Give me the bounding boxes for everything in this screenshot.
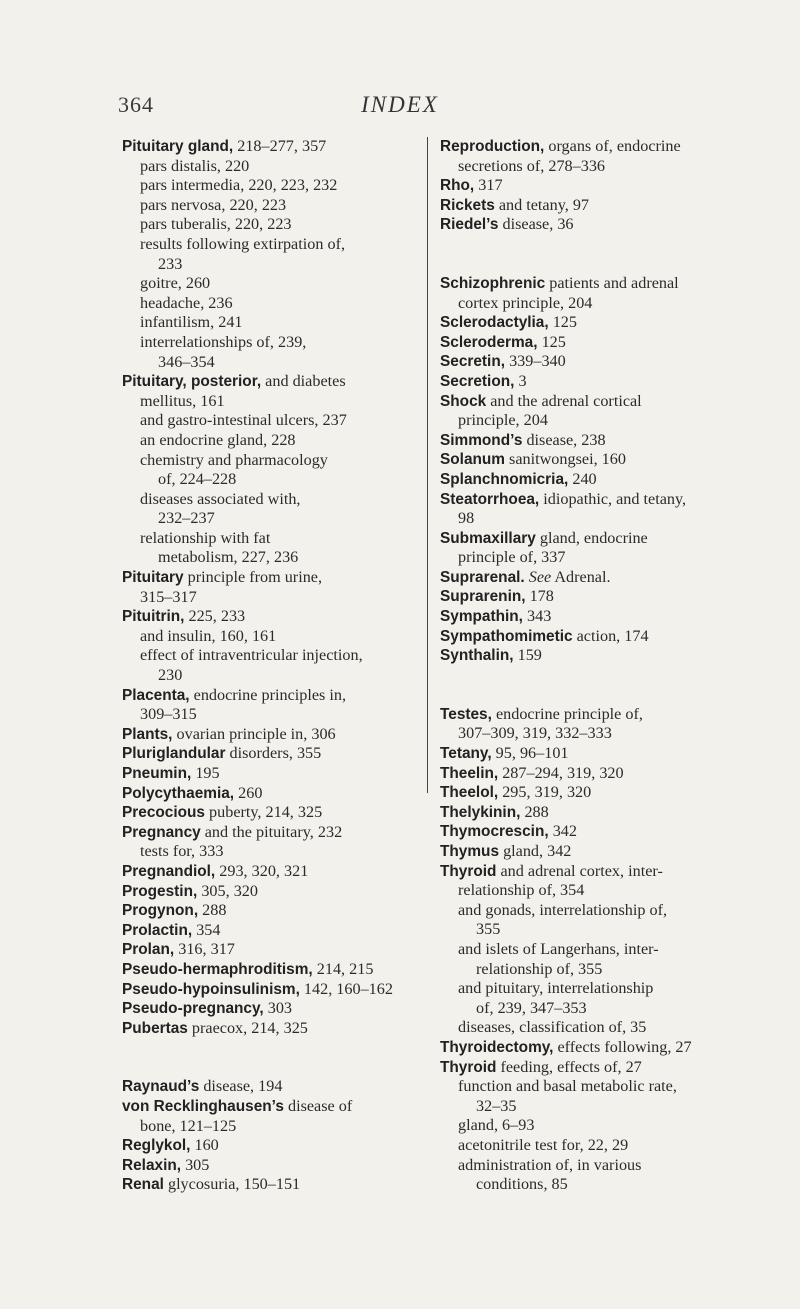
index-subentry — [122, 529, 405, 568]
index-subentry — [440, 901, 730, 940]
entry-text: 125 — [548, 313, 577, 332]
entry-text: 288 — [198, 901, 227, 920]
entry-heading: Plants, — [122, 725, 173, 743]
entry-continuation: bone, 121–125 — [140, 1116, 237, 1135]
entry-heading: Pseudo-hypoinsulinism, — [122, 980, 300, 998]
entry-heading: Relaxin, — [122, 1156, 182, 1174]
subentry-text: results following extirpation of, — [140, 234, 346, 253]
entry-heading: Pituitrin, — [122, 608, 185, 626]
entry-continuation: of, 239, 347–353 — [476, 998, 587, 1017]
index-entry — [122, 940, 405, 960]
entry-heading: Riedel’s — [440, 216, 499, 234]
entry-heading: Pseudo-hermaphroditism, — [122, 960, 313, 978]
subentry-text: pars distalis, 220 — [140, 156, 250, 175]
entry-text: 287–294, 319, 320 — [498, 763, 624, 782]
entry-text: 225, 233 — [184, 607, 246, 626]
entry-text: 354 — [192, 920, 221, 939]
index-subentry — [440, 1018, 730, 1038]
entry-continuation: 346–354 — [158, 352, 215, 371]
index-entry — [440, 744, 730, 764]
index-subentry — [122, 333, 405, 372]
index-entry — [122, 862, 405, 882]
index-subentry — [122, 235, 405, 274]
index-subentry — [440, 979, 730, 1018]
index-entry — [122, 901, 405, 921]
index-subentry — [122, 646, 405, 685]
index-subentry — [122, 196, 405, 216]
entry-text: idiopathic, and tetany, — [539, 489, 687, 508]
subentry-text: interrelationships of, 239, — [140, 332, 307, 351]
index-entry — [122, 1097, 405, 1136]
entry-heading: Thyroid — [440, 1058, 497, 1076]
index-entry — [440, 1058, 730, 1078]
index-entry — [440, 705, 730, 744]
subentry-text: diseases associated with, — [140, 489, 301, 508]
index-entry — [440, 333, 730, 353]
index-entry — [122, 999, 405, 1019]
entry-continuation: principle of, 337 — [458, 548, 566, 567]
entry-heading: Progynon, — [122, 902, 199, 920]
index-entry — [122, 372, 405, 411]
entry-heading: Sclerodactylia, — [440, 314, 549, 332]
entry-heading: Thelykinin, — [440, 803, 521, 821]
index-subentry — [122, 411, 405, 431]
entry-heading: Pituitary — [122, 569, 184, 587]
entry-text: and diabetes — [261, 372, 346, 391]
subentry-text: and islets of Langerhans, inter- — [458, 939, 659, 958]
entry-text: 339–340 — [505, 352, 566, 371]
index-entry — [440, 490, 730, 529]
entry-continuation: principle, 204 — [458, 411, 548, 430]
entry-text: feeding, effects of, 27 — [496, 1057, 642, 1076]
entry-heading: Rickets — [440, 196, 495, 214]
entry-heading: Theelin, — [440, 764, 499, 782]
subentry-text: function and basal metabolic rate, — [458, 1077, 677, 1096]
entry-heading: Pituitary, posterior, — [122, 373, 262, 391]
index-entry — [440, 137, 730, 176]
entry-text: and the adrenal cortical — [486, 391, 642, 410]
section-gap — [122, 1038, 405, 1077]
entry-text: puberty, 214, 325 — [204, 803, 323, 822]
index-entry — [440, 568, 730, 588]
entry-heading: Pubertas — [122, 1019, 188, 1037]
index-subentry — [440, 940, 730, 979]
index-subentry — [122, 176, 405, 196]
entry-text: 260 — [234, 783, 263, 802]
entry-heading: Sympathomimetic — [440, 627, 573, 645]
subentry-text: diseases, classification of, 35 — [458, 1018, 647, 1037]
entry-text: organs of, endocrine — [544, 137, 681, 155]
entry-continuation: 307–309, 319, 332–333 — [458, 724, 612, 743]
entry-text: 159 — [513, 646, 542, 665]
subentry-text: pars intermedia, 220, 223, 232 — [140, 176, 338, 195]
entry-heading: Placenta, — [122, 686, 190, 704]
index-entry — [122, 980, 405, 1000]
subentry-text: gland, 6–93 — [458, 1116, 535, 1135]
index-entry — [122, 568, 405, 607]
entry-text: 305, 320 — [197, 881, 258, 900]
index-entry — [440, 313, 730, 333]
page-number: 364 — [118, 92, 154, 117]
entry-heading: Pluriglandular — [122, 745, 226, 763]
entry-text: 317 — [474, 176, 503, 195]
index-subentry — [122, 627, 405, 647]
entry-continuation: secretions of, 278–336 — [458, 156, 606, 175]
subentry-text: and pituitary, interrelationship — [458, 979, 654, 998]
entry-heading: Theelol, — [440, 784, 499, 802]
entry-continuation: 233 — [158, 254, 183, 273]
index-entry — [122, 607, 405, 627]
entry-text: 178 — [525, 587, 554, 606]
entry-text: 288 — [520, 802, 549, 821]
index-subentry — [122, 451, 405, 490]
entry-text: 214, 215 — [312, 959, 374, 978]
entry-heading: Progestin, — [122, 882, 198, 900]
running-head: INDEX — [361, 92, 439, 117]
entry-heading: Prolactin, — [122, 921, 193, 939]
index-entry — [440, 764, 730, 784]
index-entry — [440, 372, 730, 392]
entry-text: disease, 238 — [522, 430, 606, 449]
entry-text: sanitwongsei, 160 — [505, 450, 626, 469]
subentry-text: and gonads, interrelationship of, — [458, 900, 668, 919]
index-entry — [122, 725, 405, 745]
entry-text: 316, 317 — [174, 940, 235, 959]
entry-heading: Suprarenin, — [440, 588, 526, 606]
index-entry — [440, 1038, 730, 1058]
entry-heading: Pseudo-pregnancy, — [122, 1000, 264, 1018]
entry-continuation: 32–35 — [476, 1096, 517, 1115]
entry-heading: Precocious — [122, 804, 205, 822]
entry-text: disease, 36 — [498, 215, 574, 234]
see-reference: See — [528, 567, 552, 586]
index-entry — [440, 392, 730, 431]
index-subentry — [440, 1156, 730, 1195]
index-column-right — [427, 137, 730, 1194]
entry-text: 343 — [522, 607, 552, 626]
entry-text: patients and adrenal — [545, 273, 679, 292]
subentry-text: chemistry and pharmacology — [140, 450, 328, 469]
index-entry — [440, 450, 730, 470]
entry-heading: Suprarenal. — [440, 568, 525, 586]
index-subentry — [122, 842, 405, 862]
entry-heading: Synthalin, — [440, 647, 514, 665]
index-entry — [122, 1136, 405, 1156]
entry-heading: Solanum — [440, 451, 505, 469]
subentry-text: pars nervosa, 220, 223 — [140, 195, 287, 214]
index-subentry — [122, 490, 405, 529]
entry-heading: Testes, — [440, 705, 492, 723]
entry-text: disorders, 355 — [225, 744, 322, 763]
entry-text: action, 174 — [572, 626, 649, 645]
entry-continuation: 98 — [458, 509, 475, 528]
index-entry — [122, 1019, 405, 1039]
index-entry — [122, 803, 405, 823]
index-entry — [440, 470, 730, 490]
entry-heading: Pituitary gland, — [122, 138, 234, 155]
section-gap — [440, 666, 730, 705]
index-entry — [122, 764, 405, 784]
index-entry — [440, 803, 730, 823]
entry-text: gland, endocrine — [535, 528, 648, 547]
entry-heading: Tetany, — [440, 745, 492, 763]
subentry-text: goitre, 260 — [140, 274, 211, 293]
index-subentry — [122, 294, 405, 314]
entry-heading: Raynaud’s — [122, 1078, 200, 1096]
entry-heading: Schizophrenic — [440, 274, 546, 292]
entry-heading: Thyroid — [440, 862, 497, 880]
index-entry — [440, 431, 730, 451]
entry-heading: Steatorrhoea, — [440, 490, 540, 508]
entry-continuation: 315–317 — [140, 587, 197, 606]
subentry-text: effect of intraventricular injection, — [140, 646, 363, 665]
index-column-left — [122, 137, 405, 1195]
entry-text: 342 — [548, 822, 577, 841]
index-entry — [440, 587, 730, 607]
index-entry — [440, 196, 730, 216]
index-subentry — [440, 1077, 730, 1116]
entry-heading: Reglykol, — [122, 1137, 191, 1155]
entry-text: 142, 160–162 — [299, 979, 393, 998]
index-entry — [440, 646, 730, 666]
entry-text: 95, 96–101 — [491, 744, 569, 763]
entry-text: and adrenal cortex, inter- — [496, 861, 663, 880]
entry-continuation: conditions, 85 — [476, 1175, 568, 1194]
index-subentry — [122, 313, 405, 333]
subentry-text: pars tuberalis, 220, 223 — [140, 215, 292, 234]
subentry-text: and gastro-intestinal ulcers, 237 — [140, 411, 347, 430]
index-entry — [440, 842, 730, 862]
subentry-text: an endocrine gland, 228 — [140, 430, 296, 449]
index-entry — [122, 686, 405, 725]
entry-heading: Pneumin, — [122, 765, 192, 782]
index-entry — [122, 137, 405, 157]
entry-text: disease, 194 — [199, 1077, 283, 1096]
index-entry — [440, 607, 730, 627]
index-entry — [122, 744, 405, 764]
index-subentry — [122, 431, 405, 451]
index-entry — [440, 352, 730, 372]
entry-text: praecox, 214, 325 — [187, 1018, 308, 1037]
entry-heading: Renal — [122, 1176, 164, 1194]
index-entry — [122, 784, 405, 804]
entry-heading: Reproduction, — [440, 138, 545, 155]
entry-continuation: mellitus, 161 — [140, 391, 225, 410]
entry-continuation: 309–315 — [140, 705, 197, 724]
index-entry — [122, 882, 405, 902]
entry-continuation: metabolism, 227, 236 — [158, 548, 299, 567]
entry-heading: Pregnancy — [122, 823, 201, 841]
index-subentry — [122, 274, 405, 294]
entry-heading: Scleroderma, — [440, 333, 538, 351]
entry-heading: Simmond’s — [440, 431, 523, 449]
entry-heading: Rho, — [440, 177, 475, 195]
entry-text: 195 — [191, 764, 220, 782]
index-subentry — [122, 215, 405, 235]
entry-heading: Submaxillary — [440, 529, 536, 547]
entry-text: ovarian principle in, 306 — [172, 724, 336, 743]
entry-text: endocrine principle of, — [491, 704, 643, 723]
entry-text: endocrine principles in, — [189, 685, 347, 704]
entry-continuation: relationship of, 355 — [476, 959, 603, 978]
index-entry — [440, 783, 730, 803]
index-entry — [440, 822, 730, 842]
subentry-text: headache, 236 — [140, 293, 233, 312]
index-entry — [440, 862, 730, 901]
page-header — [0, 92, 800, 122]
entry-text: 125 — [537, 332, 566, 351]
entry-heading: Thyroidectomy, — [440, 1038, 554, 1056]
entry-text: 295, 319, 320 — [498, 783, 592, 802]
index-subentry — [440, 1116, 730, 1136]
subentry-text: relationship with fat — [140, 528, 271, 547]
index-entry — [440, 627, 730, 647]
entry-heading: Polycythaemia, — [122, 784, 235, 802]
entry-text: and the pituitary, 232 — [200, 822, 343, 841]
entry-heading: Splanchnomicria, — [440, 470, 569, 488]
section-gap — [440, 235, 730, 274]
index-entry — [122, 960, 405, 980]
entry-text: principle from urine, — [183, 568, 323, 587]
entry-text: Adrenal. — [551, 567, 611, 586]
subentry-text: administration of, in various — [458, 1155, 642, 1174]
entry-text: gland, 342 — [499, 842, 572, 860]
entry-text: and tetany, 97 — [494, 195, 590, 214]
entry-heading: Secretin, — [440, 353, 506, 371]
index-subentry — [122, 157, 405, 177]
index-entry — [122, 1175, 405, 1195]
entry-heading: Sympathin, — [440, 608, 523, 626]
index-subentry — [440, 1136, 730, 1156]
entry-continuation: 232–237 — [158, 509, 215, 528]
entry-heading: Secretion, — [440, 372, 515, 390]
index-entry — [122, 1077, 405, 1097]
entry-text: glycosuria, 150–151 — [163, 1175, 301, 1194]
entry-heading: von Recklinghausen’s — [122, 1097, 284, 1115]
entry-text: 240 — [568, 469, 597, 488]
index-entry — [122, 823, 405, 843]
subentry-text: infantilism, 241 — [140, 313, 243, 332]
entry-heading: Thymocrescin, — [440, 823, 549, 841]
subentry-text: and insulin, 160, 161 — [140, 626, 277, 645]
entry-continuation: 230 — [158, 666, 183, 685]
entry-text: 293, 320, 321 — [215, 861, 309, 880]
subentry-text: tests for, 333 — [140, 842, 224, 861]
entry-text: effects following, 27 — [553, 1037, 692, 1056]
entry-text: 3 — [514, 371, 527, 390]
entry-continuation: cortex principle, 204 — [458, 293, 593, 312]
entry-continuation: relationship of, 354 — [458, 881, 585, 900]
entry-continuation: of, 224–228 — [158, 470, 237, 489]
entry-text: 303 — [263, 999, 293, 1018]
entry-text: 218–277, 357 — [233, 137, 327, 155]
entry-heading: Thymus — [440, 843, 500, 860]
entry-text: disease of — [283, 1096, 353, 1115]
entry-text: 305 — [181, 1155, 210, 1174]
index-entry — [440, 274, 730, 313]
entry-heading: Shock — [440, 392, 487, 410]
entry-heading: Pregnandiol, — [122, 862, 216, 880]
entry-heading: Prolan, — [122, 941, 175, 959]
index-entry — [122, 1156, 405, 1176]
entry-continuation: 355 — [476, 920, 501, 939]
index-entry — [440, 529, 730, 568]
index-entry — [122, 921, 405, 941]
index-entry — [440, 215, 730, 235]
subentry-text: acetonitrile test for, 22, 29 — [458, 1135, 629, 1154]
index-entry — [440, 176, 730, 196]
entry-text: 160 — [190, 1136, 219, 1155]
